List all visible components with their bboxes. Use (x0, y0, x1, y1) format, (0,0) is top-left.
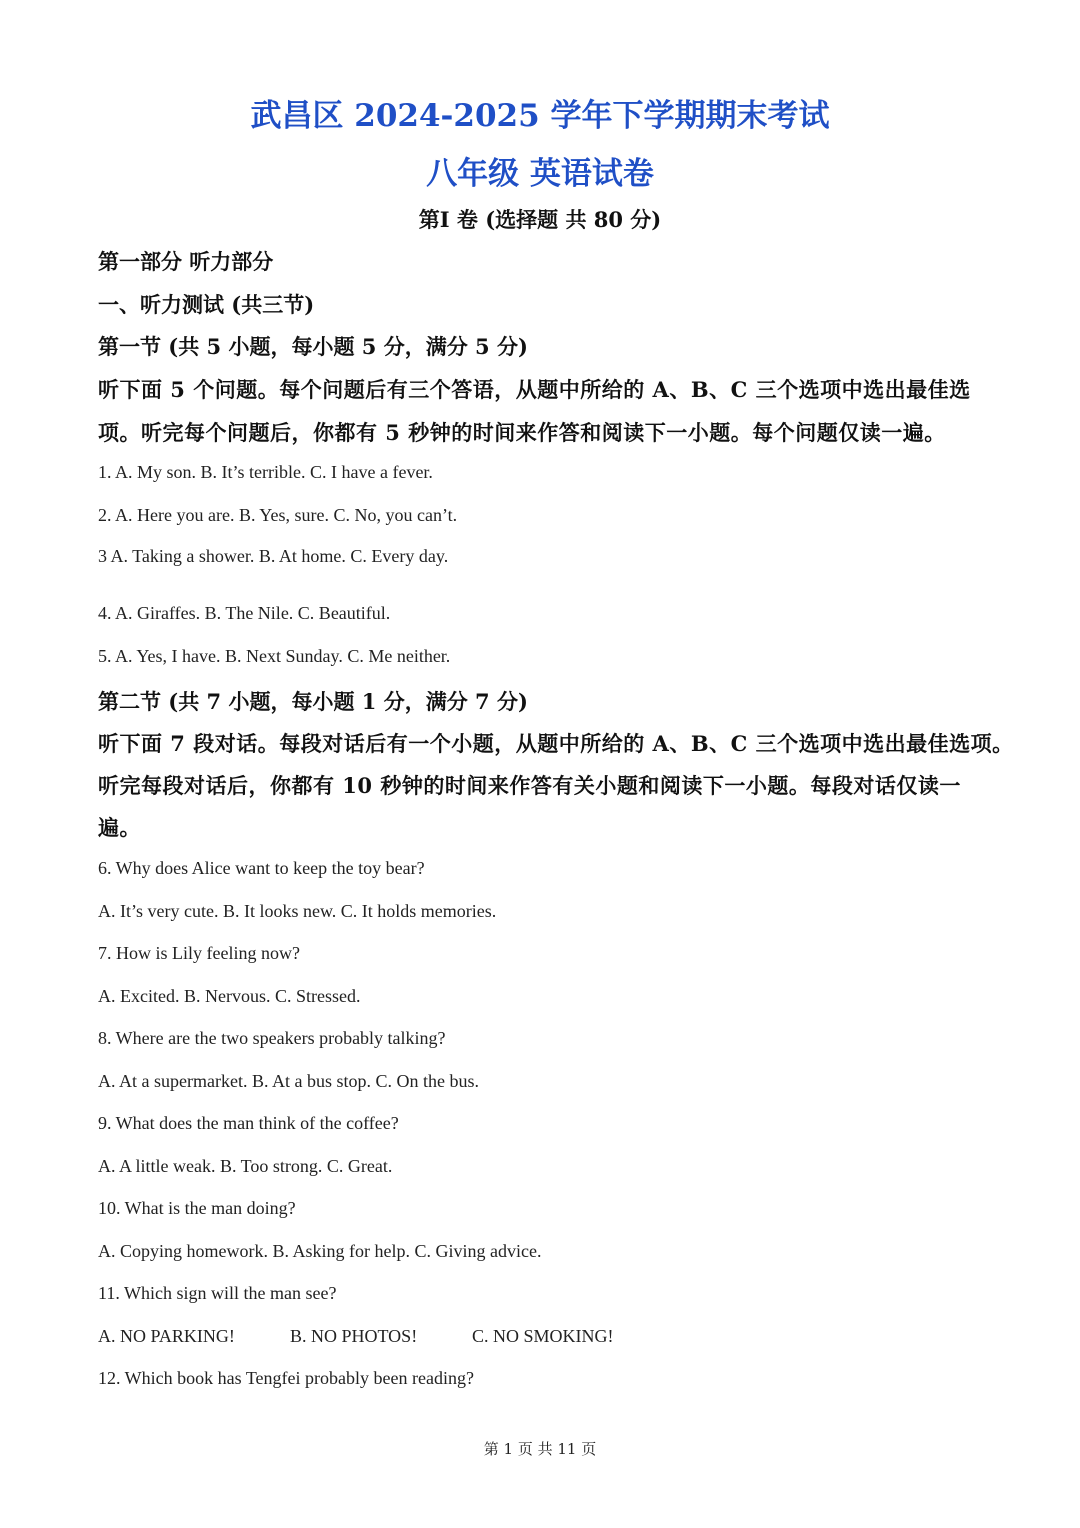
question-9: 9. What does the man think of the coffee? (98, 1113, 399, 1133)
question-10: 10. What is the man doing? (98, 1198, 296, 1218)
exam-subtitle: 八年级 英语试卷 (426, 156, 654, 192)
question-2: 2. A. Here you are. B. Yes, sure. C. No, you can’t. (98, 505, 458, 525)
question-7: 7. How is Lily feeling now? (98, 943, 300, 963)
page-footer: 第 1 页 共 11 页 (483, 1440, 597, 1458)
question-6-options: A. It’s very cute. B. It looks new. C. It holds memories. (98, 901, 497, 921)
section2-instruction-line2: 听完每段对话后，你都有 10 秒钟的时间来作答有关小题和阅读下一小题。每段对话仅读一 (98, 773, 961, 798)
option-b: B. NO PHOTOS! (290, 1326, 418, 1346)
section2-instruction-line1: 听下面 7 段对话。每段对话后有一个小题，从题中所给的 A、B、C 三个选项中选出最佳选项。 (98, 731, 1014, 756)
question-6: 6. Why does Alice want to keep the toy bear? (98, 858, 425, 878)
question-5: 5. A. Yes, I have. B. Next Sunday. C. Me neither. (98, 646, 451, 666)
question-12: 12. Which book has Tengfei probably been reading? (98, 1368, 474, 1388)
option-a: A. NO PARKING! (98, 1326, 235, 1346)
exam-title: 武昌区 2024-2025 学年下学期期末考试 (250, 98, 830, 134)
volume-heading: 第Ⅰ 卷 (选择题 共 80 分) (418, 207, 662, 232)
section2-instruction-line3: 遍。 (98, 815, 141, 840)
question-4: 4. A. Giraffes. B. The Nile. C. Beautiful. (98, 603, 391, 623)
section1-instruction-line1: 听下面 5 个问题。每个问题后有三个答语，从题中所给的 A、B、C 三个选项中选出最佳选 (98, 377, 971, 402)
part-heading: 第一部分 听力部分 (98, 249, 274, 274)
question-7-options: A. Excited. B. Nervous. C. Stressed. (98, 986, 361, 1006)
section2-heading: 第二节 (共 7 小题，每小题 1 分，满分 7 分) (98, 689, 528, 714)
question-11: 11. Which sign will the man see? (98, 1283, 337, 1303)
section1-instruction-line2: 项。听完每个问题后，你都有 5 秒钟的时间来作答和阅读下一小题。每个问题仅读一遍。 (98, 420, 946, 445)
question-9-options: A. A little weak. B. Too strong. C. Great. (98, 1156, 393, 1176)
question-8: 8. Where are the two speakers probably talking? (98, 1028, 446, 1048)
question-11-options (98, 1326, 614, 1347)
question-8-options: A. At a supermarket. B. At a bus stop. C. On the bus. (98, 1071, 479, 1091)
listening-test-heading: 一、听力测试 (共三节) (98, 292, 315, 317)
section1-heading: 第一节 (共 5 小题，每小题 5 分，满分 5 分) (98, 334, 528, 359)
question-3: 3 A. Taking a shower. B. At home. C. Every day. (98, 546, 449, 566)
question-10-options: A. Copying homework. B. Asking for help. C. Giving advice. (98, 1241, 542, 1261)
question-1: 1. A. My son. B. It’s terrible. C. I have a fever. (98, 462, 433, 482)
option-c: C. NO SMOKING! (472, 1326, 614, 1346)
